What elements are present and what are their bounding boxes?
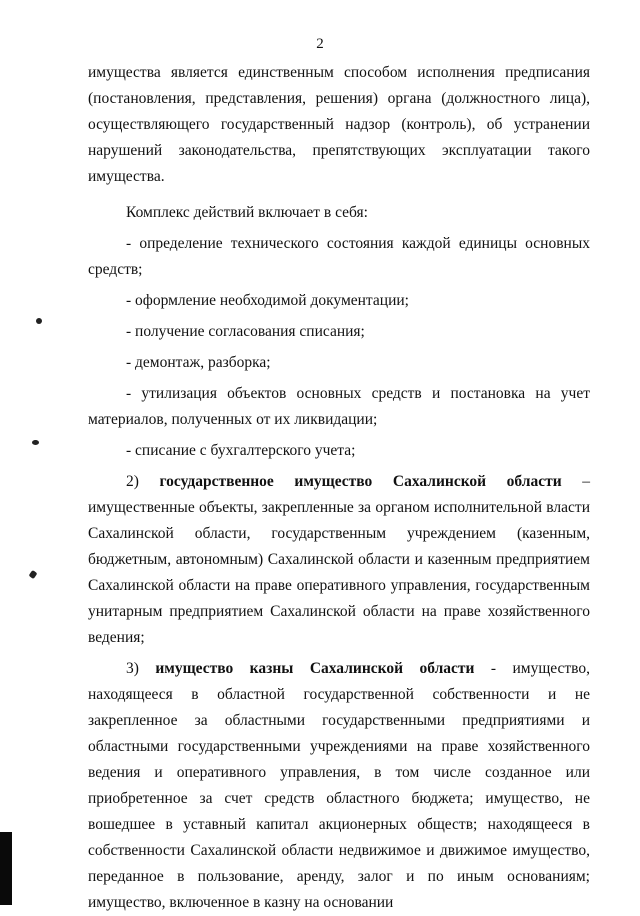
list-item-documentation: - оформление необходимой документации; [126,292,409,309]
scan-edge-shadow [0,832,12,905]
definition-text: – имущественные объекты, закрепленные за органом исполнительной власти Сахалинской области, государственным учреждением (казенным, бюджетным, автономным) Сахалинской области и казенным предприятием Сахалинской области на праве оперативного управления, государственным унитарным предприятием Сахалинской области на праве хозяйственного ведения; [88,473,591,646]
definition-number: 3) [126,660,139,677]
page-number: 2 [316,36,324,52]
punch-mark [32,440,39,445]
list-item-disposal: - утилизация объектов основных средств и постановка на учет материалов, полученных от их ликвидации; [88,385,590,428]
definition-text: - имущество, находящееся в областной государственной собственности и не закрепленное за областными государственными предприятиями и областными государственными учреждениями на праве хозяйственного ведения и оперативного управления, в том числе созданное или приобретенное за счет средств областного бюджета; имущество, не вошедшее в уставный капитал акционерных обществ; находящееся в собственности Сахалинской области недвижимое и движимое имущество, переданное в пользование, аренду, залог и по иным основаниям; имущество, включенное в казну на основании [88,660,591,911]
document-body [88,60,590,916]
punch-mark [36,318,42,324]
definition-treasury-property [88,656,590,916]
definition-term: имущество казны Сахалинской области [155,660,475,677]
definition-term: государственное имущество Сахалинской области [159,473,562,490]
list-item-technical-state: - определение технического состояния каждой единицы основных средств; [88,235,590,278]
list-item-dismantling: - демонтаж, разборка; [126,354,271,371]
list-item-writeoff: - списание с бухгалтерского учета; [126,442,356,459]
paragraph-actions-intro: Комплекс действий включает в себя: [126,204,368,221]
definition-state-property [88,469,590,651]
definition-number: 2) [126,473,139,490]
paragraph-continuation: имущества является единственным способом исполнения предписания (постановления, представления, решения) органа (должностного лица), осуществляющего государственный надзор (контроль), об устранении нарушений законодательства, препятствующих эксплуатации такого имущества. [88,64,590,185]
list-item-approval: - получение согласования списания; [126,323,365,340]
punch-mark [29,570,38,579]
